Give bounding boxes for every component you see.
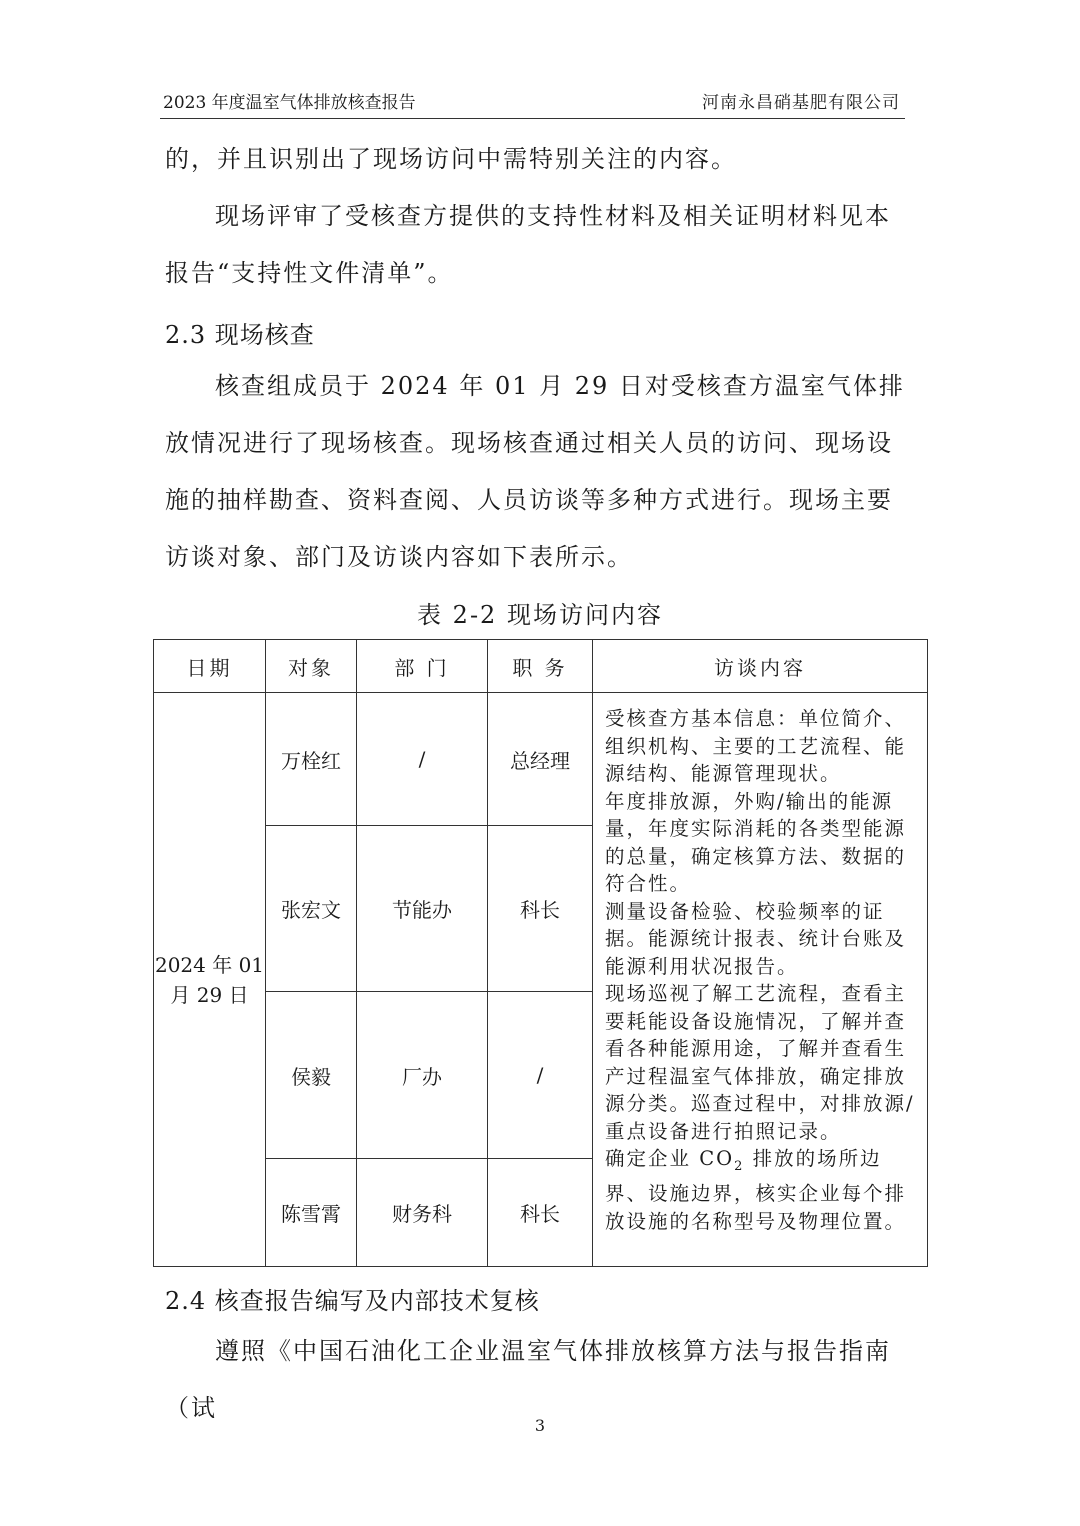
- table-caption: 表 2-2 现场访问内容: [417, 601, 663, 629]
- content-item: 年度排放源，外购/输出的能源量，年度实际消耗的各类型能源的总量，确定核算方法、数据的符合性。: [605, 789, 907, 895]
- header-department: 部 门: [357, 640, 488, 693]
- header-divider: [160, 118, 905, 119]
- page-number: 3: [534, 1416, 546, 1435]
- department-cell: 节能办: [357, 826, 488, 992]
- interview-table: [153, 639, 928, 1267]
- person-cell: 万栓红: [266, 693, 357, 826]
- department-cell: 财务科: [357, 1159, 488, 1267]
- interview-content: [593, 693, 928, 1267]
- person-cell: 陈雪霄: [266, 1159, 357, 1267]
- position-cell: /: [488, 992, 593, 1159]
- content-item: 测量设备检验、校验频率的证据。能源统计报表、统计台账及能源利用状况报告。: [605, 899, 907, 978]
- paragraph-guideline: 遵照《中国石油化工企业温室气体排放核算方法与报告指南（试: [165, 1337, 891, 1422]
- header-person: 对象: [266, 640, 357, 693]
- interview-date: 2024 年 01 月 29 日: [154, 693, 266, 1267]
- table-header-row: [154, 640, 928, 693]
- person-cell: 张宏文: [266, 826, 357, 992]
- header-report-title: 2023 年度温室气体排放核查报告: [163, 93, 416, 113]
- position-cell: 总经理: [488, 693, 593, 826]
- department-cell: /: [357, 693, 488, 826]
- section-heading-2-3: 2.3 现场核查: [165, 321, 315, 349]
- table-row: [154, 693, 928, 826]
- paragraph-review: 现场评审了受核查方提供的支持性材料及相关证明材料见本报告“支持性文件清单”。: [165, 202, 891, 287]
- department-cell: 厂办: [357, 992, 488, 1159]
- content-item: 现场巡视了解工艺流程，查看主要耗能设备设施情况，了解并查看各种能源用途，了解并查看生产过程温室气体排放，确定排放源分类。巡查过程中，对排放源/重点设备进行拍照记录。: [605, 982, 915, 1143]
- header-date: 日期: [154, 640, 266, 693]
- position-cell: 科长: [488, 826, 593, 992]
- content-item-co2: 确定企业 $CO_2$ 排放的场所边界、设施边界，核实企业每个排放设施的名称型号及物理位置。: [605, 1147, 907, 1233]
- section-heading-2-4: 2.4 核查报告编写及内部技术复核: [165, 1287, 540, 1315]
- header-interview-content: 访谈内容: [593, 640, 928, 693]
- paragraph-onsite-verification: 核查组成员于 2024 年 01 月 29 日对受核查方温室气体排放情况进行了现场核查。现场核查通过相关人员的访问、现场设施的抽样勘查、资料查阅、人员访谈等多种方式进行。现场主要访谈对象、部门及访谈内容如下表所示。: [165, 372, 905, 571]
- header-position: 职 务: [488, 640, 593, 693]
- position-cell: 科长: [488, 1159, 593, 1267]
- person-cell: 侯毅: [266, 992, 357, 1159]
- paragraph-continuation: 的，并且识别出了现场访问中需特别关注的内容。: [165, 145, 737, 173]
- header-company-name: 河南永昌硝基肥有限公司: [702, 93, 900, 113]
- content-item: 受核查方基本信息：单位简介、组织机构、主要的工艺流程、能源结构、能源管理现状。: [605, 707, 907, 785]
